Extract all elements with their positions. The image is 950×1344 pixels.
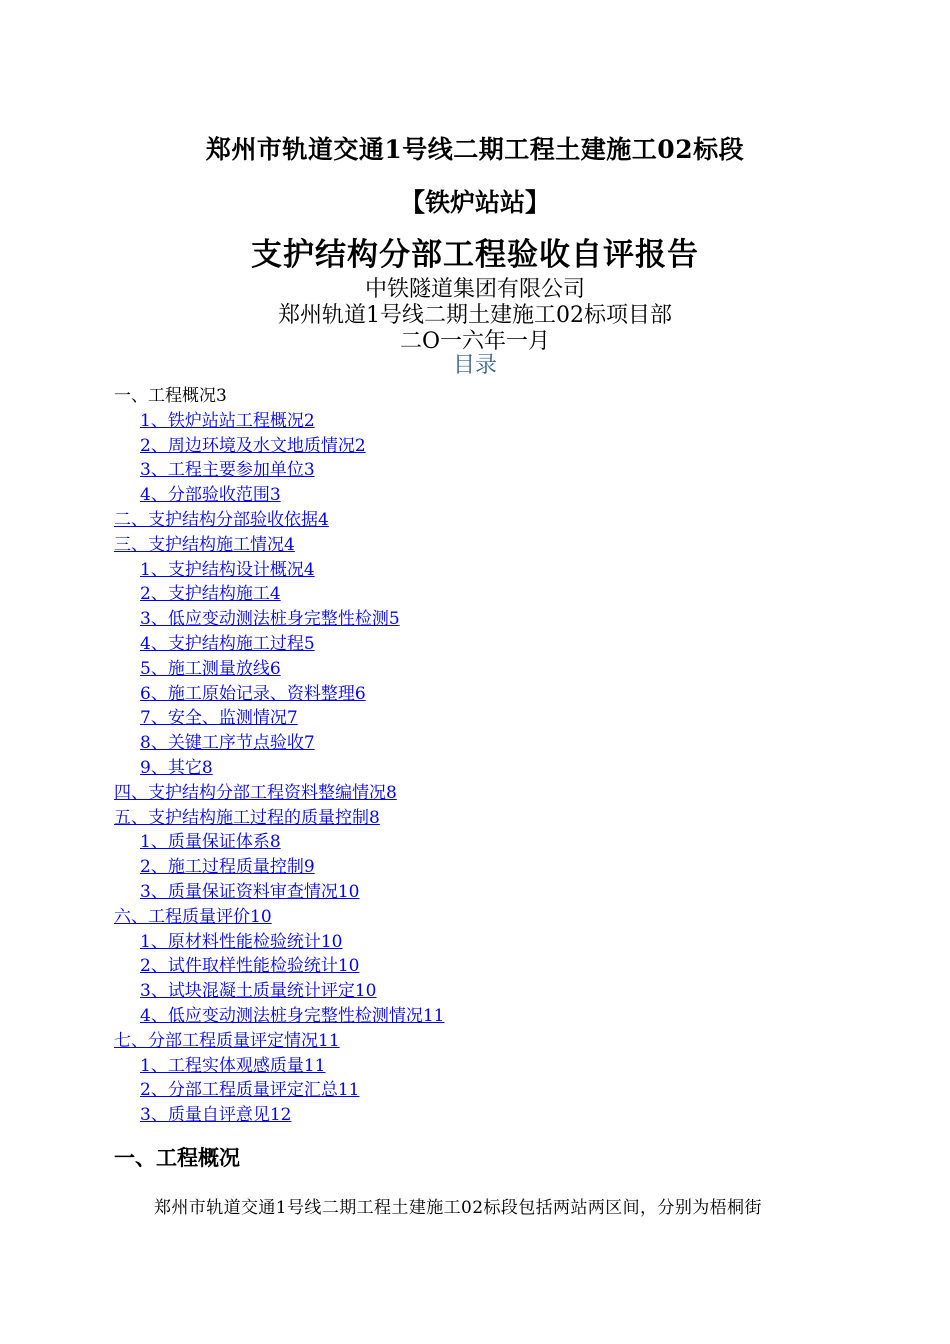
- toc-link[interactable]: 3、低应变动测法桩身完整性检测5: [140, 609, 400, 630]
- company-name: 中铁隧道集团有限公司: [364, 277, 585, 302]
- toc-link[interactable]: 1、工程实体观感质量11: [140, 1055, 326, 1076]
- toc-link[interactable]: 2、施工过程质量控制9: [140, 857, 315, 878]
- toc-link[interactable]: 一、工程概况3: [114, 386, 227, 406]
- toc-link[interactable]: 2、周边环境及水文地质情况2: [140, 435, 366, 456]
- toc-entry: [0, 1054, 950, 1079]
- toc-link[interactable]: 4、分部验收范围3: [140, 485, 281, 506]
- toc-link[interactable]: 2、支护结构施工4: [140, 584, 281, 605]
- toc-link[interactable]: 3、质量保证资料审查情况10: [140, 881, 360, 902]
- toc-link[interactable]: 2、分部工程质量评定汇总11: [140, 1080, 360, 1101]
- toc-link[interactable]: 7、安全、监测情况7: [140, 708, 298, 729]
- toc-entry: [0, 458, 950, 483]
- toc-entry: [0, 657, 950, 682]
- toc-entry: [0, 632, 950, 657]
- toc-entry: [0, 483, 950, 508]
- toc-link[interactable]: 五、支护结构施工过程的质量控制8: [114, 807, 380, 828]
- toc-link[interactable]: 4、低应变动测法桩身完整性检测情况11: [140, 1005, 445, 1026]
- toc-entry: [0, 508, 950, 533]
- toc-link[interactable]: 1、铁炉站站工程概况2: [140, 410, 315, 431]
- section-heading: 一、工程概况: [114, 1145, 240, 1170]
- station-title: 【铁炉站站】: [399, 188, 550, 217]
- toc-link[interactable]: 2、试件取样性能检验统计10: [140, 956, 360, 977]
- report-date: 二О一六年一月: [399, 329, 551, 354]
- toc-entry: [0, 880, 950, 905]
- toc-entry: [0, 954, 950, 979]
- toc-entry: [0, 582, 950, 607]
- toc-entry: [0, 1103, 950, 1128]
- toc-entry: [0, 806, 950, 831]
- body-paragraph: 郑州市轨道交通1号线二期工程土建施工02标段包括两站两区间，分别为梧桐街: [154, 1198, 762, 1218]
- toc-entry: [0, 855, 950, 880]
- toc-entry: [0, 1078, 950, 1103]
- report-title: 支护结构分部工程验收自评报告: [251, 237, 699, 273]
- toc-entry: [0, 756, 950, 781]
- toc-entry: [0, 731, 950, 756]
- toc-link[interactable]: 二、支护结构分部验收依据4: [114, 509, 329, 530]
- toc-link[interactable]: 六、工程质量评价10: [114, 906, 272, 927]
- toc-link[interactable]: 8、关键工序节点验收7: [140, 733, 315, 754]
- toc-entry: [0, 607, 950, 632]
- toc-entry: [0, 558, 950, 583]
- toc-entry: [0, 682, 950, 707]
- toc-title: 目录: [452, 353, 497, 378]
- toc-entry: [0, 930, 950, 955]
- toc-link[interactable]: 3、工程主要参加单位3: [140, 460, 315, 481]
- toc-link[interactable]: 1、质量保证体系8: [140, 832, 281, 853]
- toc-entry: [0, 830, 950, 855]
- toc-entry: [0, 979, 950, 1004]
- toc-link[interactable]: 七、分部工程质量评定情况11: [114, 1030, 340, 1051]
- toc-link[interactable]: 1、支护结构设计概况4: [140, 559, 315, 580]
- toc-link[interactable]: 四、支护结构分部工程资料整编情况8: [114, 782, 397, 803]
- toc-entry: [0, 1004, 950, 1029]
- project-title: 郑州市轨道交通1号线二期工程土建施工02标段: [205, 135, 745, 164]
- toc-link[interactable]: 4、支护结构施工过程5: [140, 633, 315, 654]
- toc-link[interactable]: 1、原材料性能检验统计10: [140, 931, 343, 952]
- toc-entry: [0, 1029, 950, 1054]
- toc-entry: [0, 706, 950, 731]
- toc-link[interactable]: 3、试块混凝土质量统计评定10: [140, 981, 377, 1002]
- toc-entry: [0, 905, 950, 930]
- department-name: 郑州轨道1号线二期土建施工02标项目部: [278, 303, 672, 328]
- toc-link[interactable]: 三、支护结构施工情况4: [114, 534, 295, 555]
- table-of-contents: [0, 384, 950, 1128]
- toc-link[interactable]: 9、其它8: [140, 757, 213, 778]
- toc-entry: [0, 409, 950, 434]
- toc-link[interactable]: 5、施工测量放线6: [140, 658, 281, 679]
- toc-link[interactable]: 6、施工原始记录、资料整理6: [140, 683, 366, 704]
- toc-entry: [0, 781, 950, 806]
- toc-entry: [0, 384, 950, 409]
- toc-entry: [0, 434, 950, 459]
- toc-link[interactable]: 3、质量自评意见12: [140, 1105, 292, 1126]
- toc-entry: [0, 533, 950, 558]
